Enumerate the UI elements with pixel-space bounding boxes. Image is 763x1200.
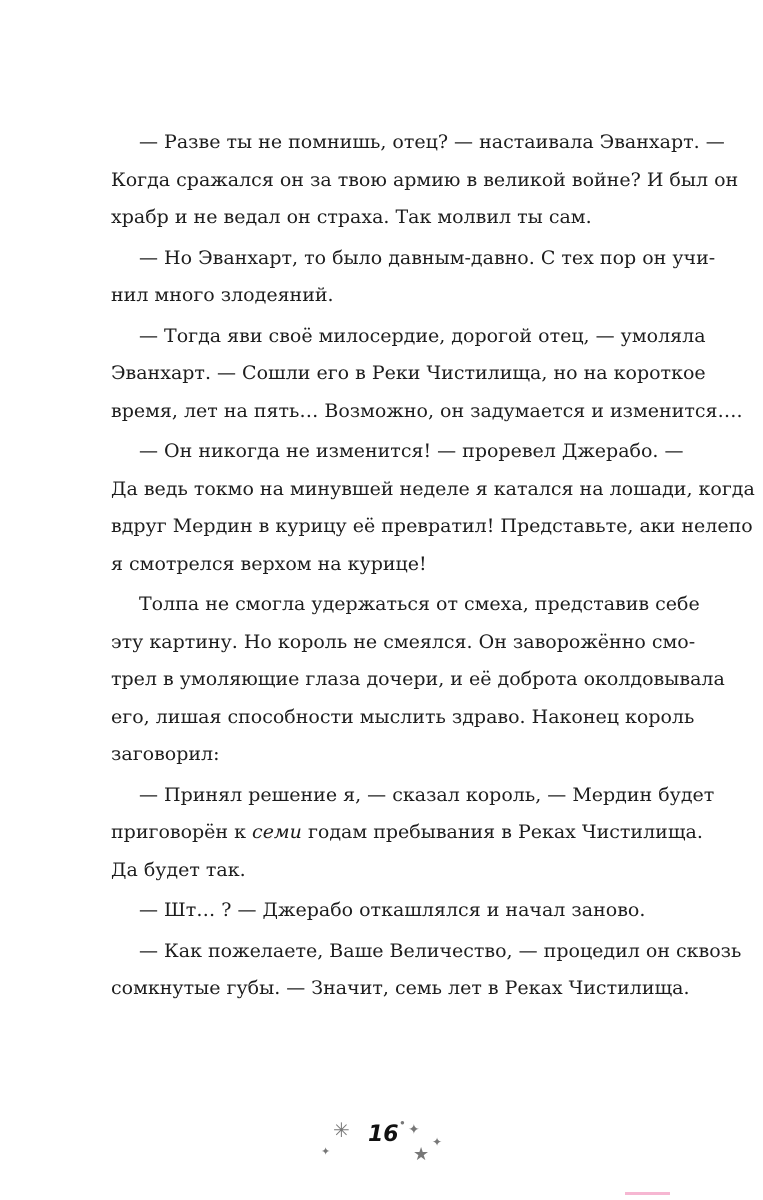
- page-footer: [0, 1110, 763, 1170]
- text-line: [111, 624, 696, 662]
- text-line: [111, 699, 695, 737]
- text-segment: нил много злодеяний.: [111, 284, 334, 306]
- text-line: [111, 124, 725, 162]
- text-segment: эту картину. Но король не смеялся. Он заворожённо смо-: [111, 630, 696, 653]
- text-segment: время, лет на пять… Возможно, он задумается и изменится….: [111, 399, 743, 422]
- text-segment: вдруг Мердин в курицу её превратил! Представьте, аки нелепо: [111, 515, 753, 537]
- text-segment: — Как пожелаете, Ваше Величество, — процедил он сквозь: [139, 939, 742, 962]
- text-segment: — Он никогда не изменится! — проревел Джерабо. —: [139, 440, 684, 462]
- text-line: [111, 240, 716, 278]
- paragraph: [111, 240, 716, 315]
- text-line: [111, 199, 651, 237]
- text-line: [111, 277, 651, 315]
- sparkle-icon: ✳: [333, 1120, 350, 1142]
- text-segment: сомкнутые губы. — Значит, семь лет в Реках Чистилища.: [111, 977, 690, 999]
- paragraph: [111, 586, 725, 774]
- italic-emphasis: семи: [252, 821, 302, 843]
- text-segment: Когда сражался он за твою армию в великой войне? И был он: [111, 168, 739, 191]
- text-segment: — Тогда яви своё милосердие, дорогой отец, — умоляла: [139, 324, 706, 347]
- sparkle-icon: ✦: [321, 1146, 331, 1158]
- paragraph: [111, 777, 715, 890]
- text-line: [111, 355, 706, 393]
- text-segment: Да ведь токмо на минувшей неделе я катался на лошади, когда: [111, 477, 755, 500]
- text-segment: храбр и не ведал он страха. Так молвил ты сам.: [111, 206, 592, 228]
- page-number: 16: [368, 1122, 399, 1147]
- paragraph: [111, 933, 742, 1008]
- paragraph: [111, 433, 755, 583]
- paragraph: [111, 318, 743, 431]
- sparkle-icon: ✦: [408, 1123, 420, 1138]
- text-segment: трел в умоляющие глаза дочери, и её доброта околдовывала: [111, 668, 725, 690]
- text-line: [111, 433, 684, 471]
- text-segment: — Шт… ? — Джерабо откашлялся и начал заново.: [139, 899, 646, 921]
- text-line: [111, 933, 742, 971]
- text-line: [111, 736, 651, 774]
- text-line: [111, 852, 651, 890]
- text-line: [111, 318, 706, 356]
- text-line: [111, 661, 725, 699]
- text-segment: — Принял решение я, — сказал король, — Мердин будет: [139, 783, 715, 806]
- text-line: [111, 508, 753, 546]
- text-segment: Эванхарт. — Сошли его в Реки Чистилища, но на короткое: [111, 362, 706, 384]
- text-line: [111, 777, 715, 815]
- text-segment: Да будет так.: [111, 858, 246, 881]
- text-segment: приговорён к: [111, 821, 253, 843]
- text-segment: заговорил:: [111, 743, 220, 765]
- paragraph: [111, 124, 739, 237]
- text-segment: годам пребывания в Реках Чистилища.: [301, 821, 703, 843]
- dot-icon: ●: [400, 1118, 405, 1127]
- text-segment: Толпа не смогла удержаться от смеха, представив себе: [139, 593, 700, 615]
- text-line: [111, 970, 690, 1008]
- star-icon: ★: [413, 1144, 430, 1164]
- sparkle-icon: ✦: [432, 1135, 443, 1149]
- text-line: [111, 162, 739, 200]
- text-line: [111, 393, 743, 431]
- text-line: [111, 814, 703, 852]
- text-line: [111, 586, 700, 624]
- text-segment: — Но Эванхарт, то было давным-давно. С тех пор он учи-: [139, 246, 716, 269]
- paragraph: [111, 892, 651, 930]
- text-segment: — Разве ты не помнишь, отец? — настаивала Эванхарт. —: [139, 131, 725, 153]
- text-line: [111, 471, 755, 509]
- text-line: [111, 546, 651, 584]
- text-line: [111, 892, 651, 930]
- text-segment: его, лишая способности мыслить здраво. Наконец король: [111, 705, 695, 728]
- edge-mark: [625, 1192, 670, 1195]
- page-body: [111, 121, 755, 1008]
- text-segment: я смотрелся верхом на курице!: [111, 552, 427, 575]
